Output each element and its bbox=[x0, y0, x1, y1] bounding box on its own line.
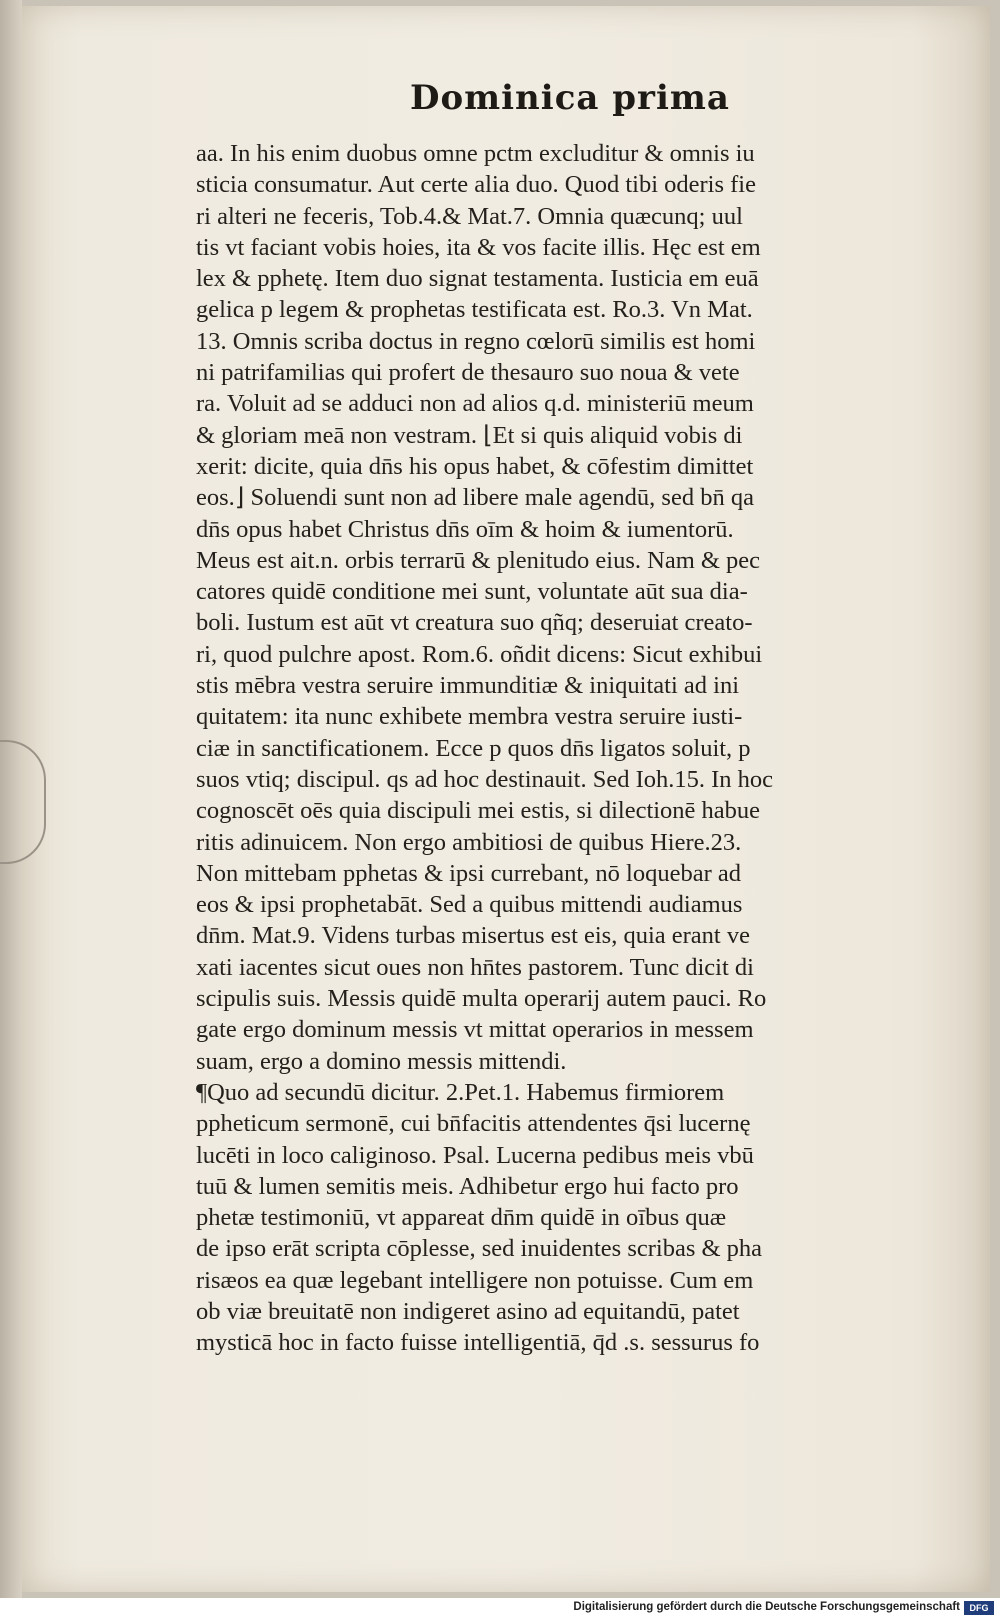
digitization-credit: Digitalisierung gefördert durch die Deutsche Forschungsgemeinschaft bbox=[573, 1601, 960, 1613]
text-line: tuū & lumen semitis meis. Adhibetur ergo hui facto pro bbox=[196, 1172, 739, 1200]
text-line: mysticā hoc in facto fuisse intelligentiā, q̄d .s. sessurus fo bbox=[196, 1329, 760, 1357]
text-line: ri alteri ne feceris, Tob.4.& Mat.7. Omnia quæcunq; uul bbox=[196, 202, 743, 230]
text-line: scipulis suis. Messis quidē multa operarij autem pauci. Ro bbox=[196, 985, 767, 1013]
text-line: ob viæ breuitatē non indigeret asino ad equitandū, patet bbox=[196, 1297, 740, 1325]
footer-bar bbox=[0, 1598, 1000, 1620]
text-line: boli. Iustum est aūt vt creatura suo qñq; deseruiat creato- bbox=[196, 609, 753, 637]
text-line: eos & ipsi prophetabāt. Sed a quibus mittendi audiamus bbox=[196, 891, 743, 919]
text-line: gate ergo dominum messis vt mittat operarios in messem bbox=[196, 1016, 754, 1044]
text-line: ri, quod pulchre apost. Rom.6. oñdit dicens: Sicut exhibui bbox=[196, 640, 763, 668]
text-line: risæos ea quæ legebant intelligere non potuisse. Cum em bbox=[196, 1266, 754, 1294]
dfg-logo: DFG bbox=[964, 1601, 994, 1615]
text-line: lex & pphetę. Item duo signat testamenta. Iusticia em euā bbox=[196, 265, 759, 293]
text-line: 13. Omnis scriba doctus in regno cœlorū similis est homi bbox=[196, 327, 756, 355]
text-line: sticia consumatur. Aut certe alia duo. Quod tibi oderis fie bbox=[196, 171, 756, 199]
running-head: Dominica prima bbox=[410, 78, 730, 118]
text-line: cognoscēt oēs quia discipuli mei estis, si dilectionē habue bbox=[196, 797, 761, 825]
text-line: xerit: dicite, quia dn̄s his opus habet, & cōfestim dimittet bbox=[196, 452, 754, 480]
text-line: catores quidē conditione mei sunt, voluntate aūt sua dia- bbox=[196, 578, 748, 606]
text-line: tis vt faciant vobis hoies, ita & vos facite illis. Hęc est em bbox=[196, 233, 761, 261]
text-line: eos.⌋ Soluendi sunt non ad libere male agendū, sed bn̄ qa bbox=[196, 484, 754, 512]
text-line: ra. Voluit ad se adduci non ad alios q.d. ministeriū meum bbox=[196, 390, 754, 418]
text-line: lucēti in loco caliginoso. Psal. Lucerna pedibus meis vbū bbox=[196, 1141, 754, 1169]
text-line: quitatem: ita nunc exhibete membra vestra seruire iusti- bbox=[196, 703, 743, 731]
text-line: stis mēbra vestra seruire immunditiæ & iniquitati ad ini bbox=[196, 672, 739, 700]
text-line: ciæ in sanctificationem. Ecce p quos dn̄s ligatos soluit, p bbox=[196, 734, 751, 762]
text-line: gelica p legem & prophetas testificata est. Ro.3. Vn Mat. bbox=[196, 296, 753, 324]
text-line: suos vtiq; discipul. qs ad hoc destinauit. Sed Ioh.15. In hoc bbox=[196, 765, 774, 793]
text-line: Meus est ait.n. orbis terrarū & plenitudo eius. Nam & pec bbox=[196, 546, 761, 574]
text-line: Non mittebam pphetas & ipsi currebant, nō loquebar ad bbox=[196, 859, 741, 887]
text-line: aa. In his enim duobus omne pctm excluditur & omnis iu bbox=[196, 140, 755, 167]
text-line: ni patrifamilias qui profert de thesauro suo noua & vete bbox=[196, 359, 740, 387]
text-line: xati iacentes sicut oues non hn̄tes pastorem. Tunc dicit di bbox=[196, 953, 754, 981]
text-line: dn̄m. Mat.9. Videns turbas misertus est eis, quia erant ve bbox=[196, 922, 750, 950]
page-clip bbox=[0, 740, 46, 864]
text-line: ¶Quo ad secundū dicitur. 2.Pet.1. Habemus firmiorem bbox=[196, 1078, 725, 1106]
text-line: dn̄s opus habet Christus dn̄s oīm & hoim & iumentorū. bbox=[196, 515, 734, 543]
text-line: ritis adinuicem. Non ergo ambitiosi de quibus Hiere.23. bbox=[196, 828, 742, 856]
text-line: phetæ testimoniū, vt appareat dn̄m quidē in oībus quæ bbox=[196, 1204, 727, 1232]
text-line: de ipso erāt scripta cōplesse, sed inuidentes scribas & pha bbox=[196, 1235, 763, 1263]
text-line: & gloriam meā non vestram. ⌊Et si quis aliquid vobis di bbox=[196, 421, 743, 449]
text-line: suam, ergo a domino messis mittendi. bbox=[196, 1047, 567, 1075]
body-text bbox=[196, 138, 906, 1359]
text-line: ppheticum sermonē, cui bn̄facitis attendentes q̄si lucernę bbox=[196, 1110, 751, 1138]
